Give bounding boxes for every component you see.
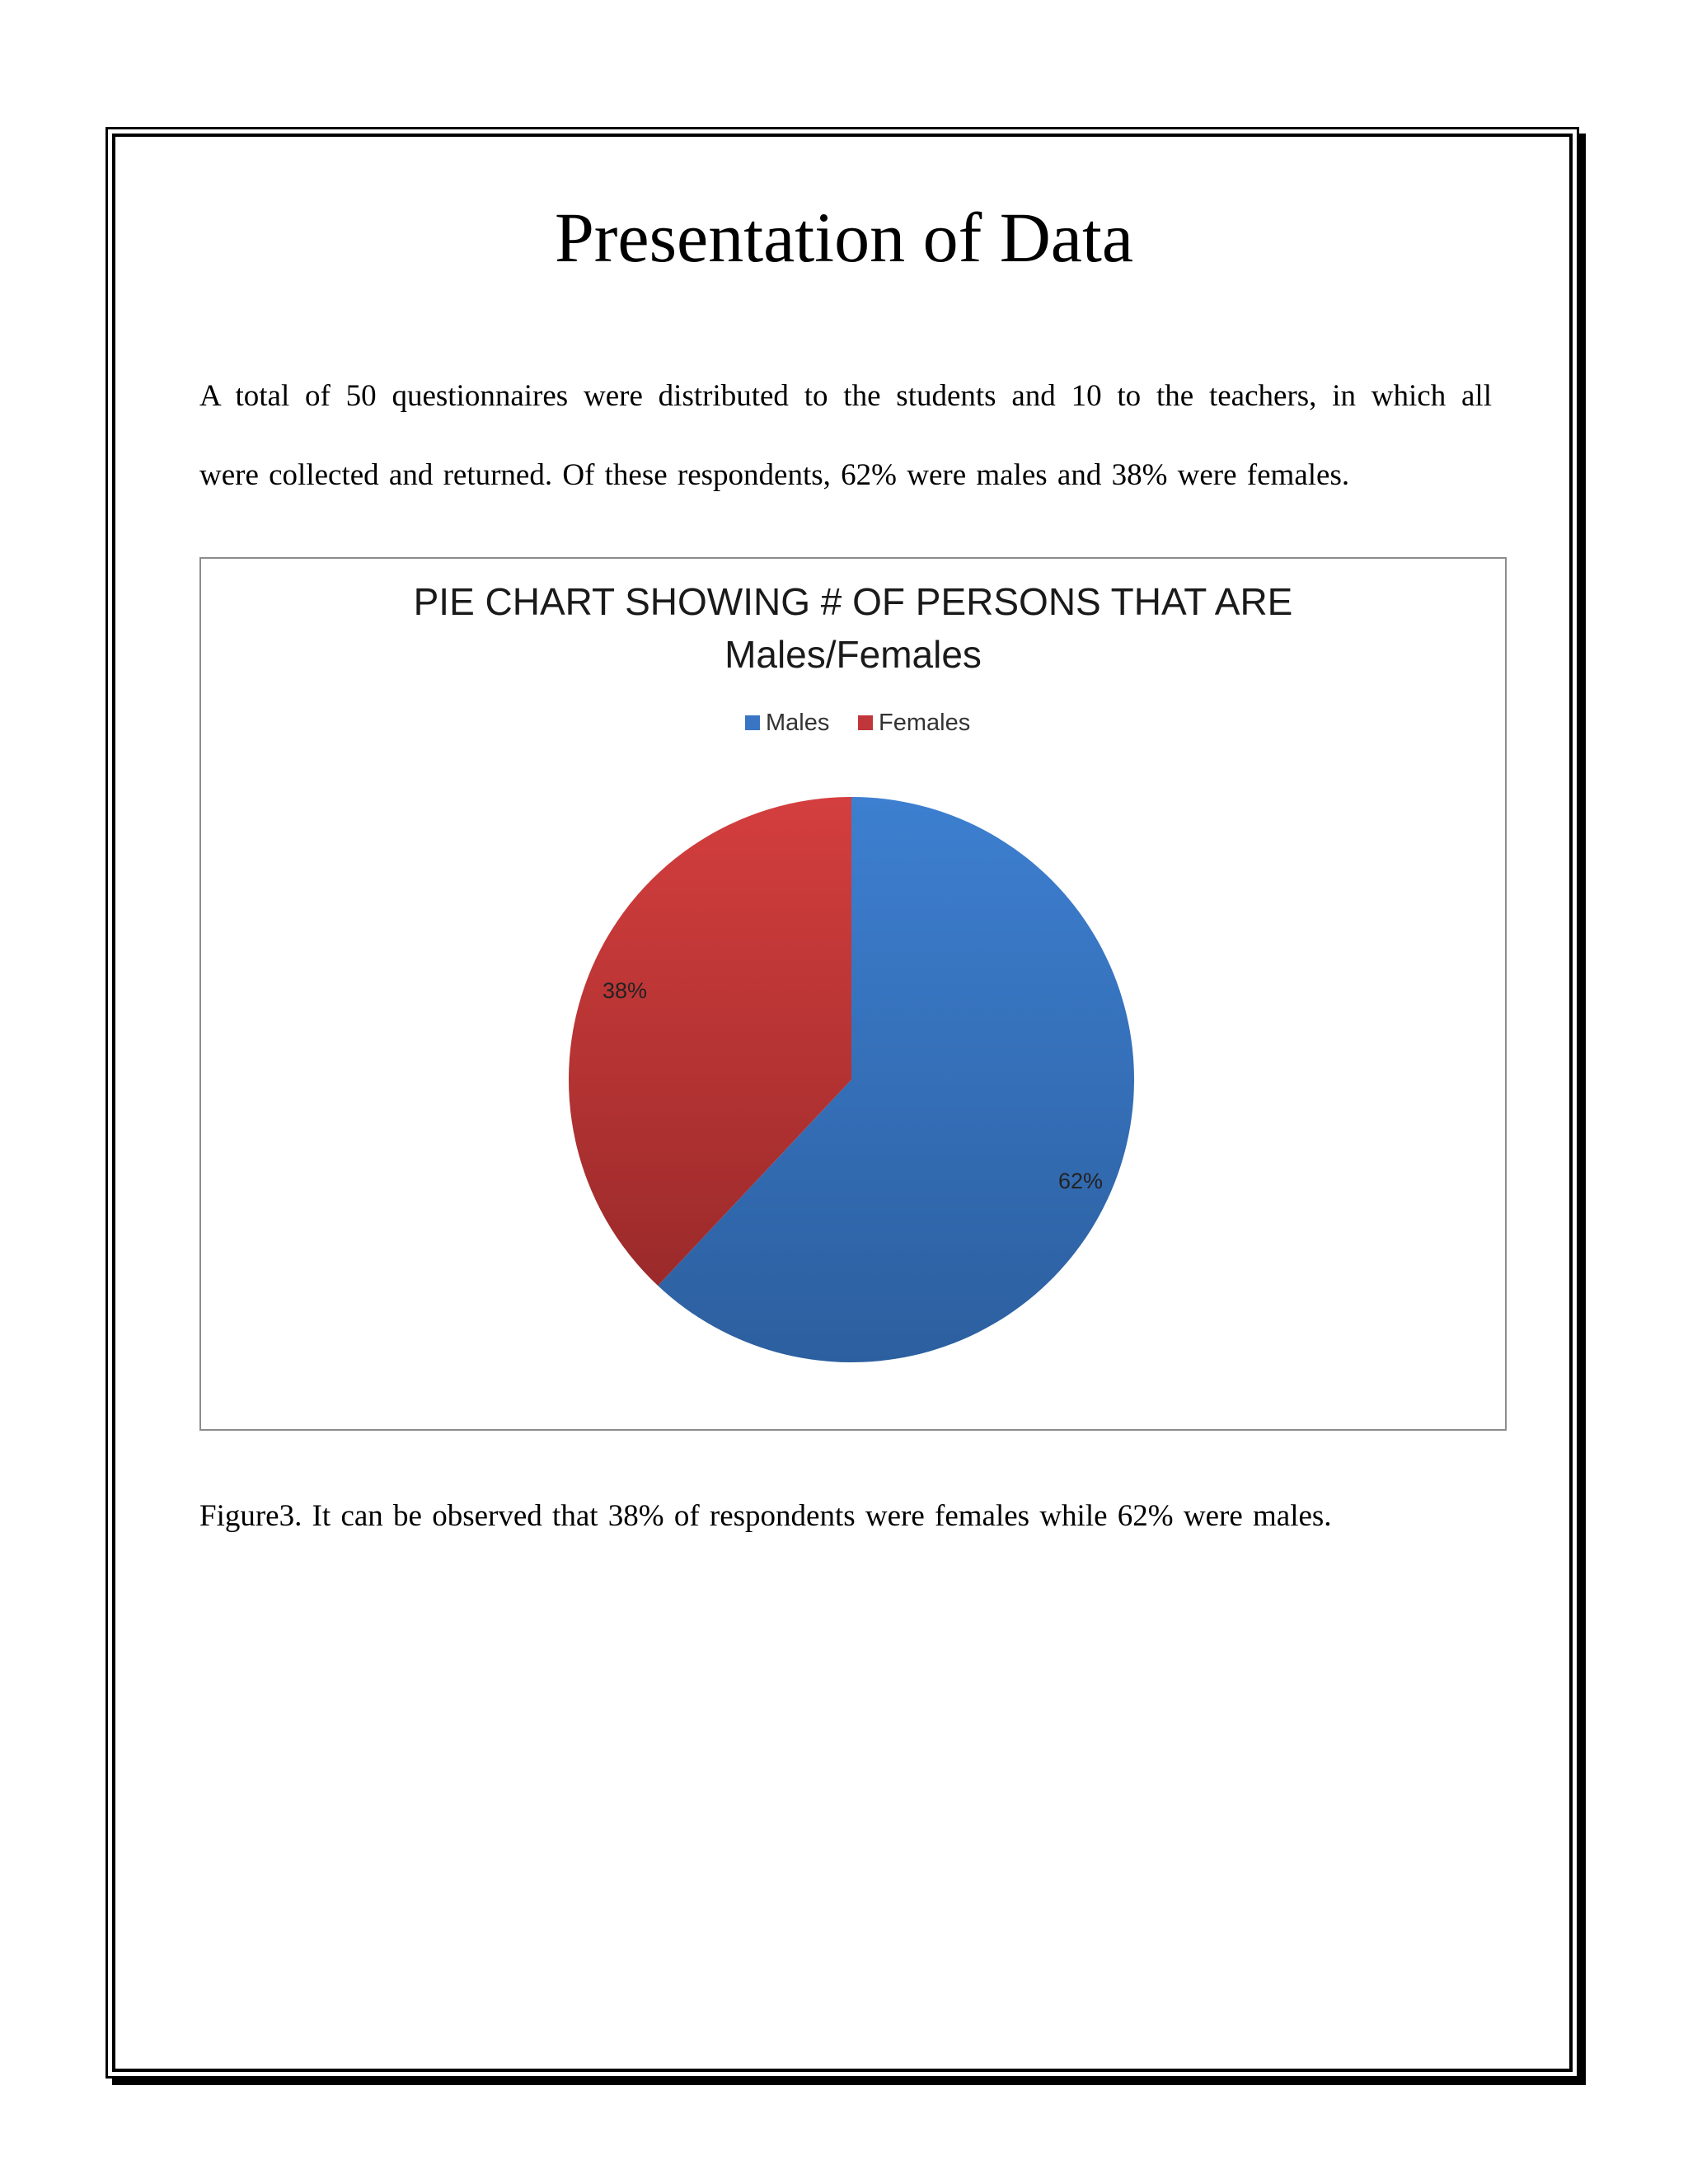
chart-frame [199, 557, 1507, 1431]
legend-swatch-males [745, 715, 760, 730]
intro-paragraph-line-1: A total of 50 questionnaires were distributed to the students and 10 to the teachers, in which all [199, 379, 1492, 413]
slice-label-females: 38% [603, 978, 648, 1003]
chart-title-line-1: PIE CHART SHOWING # OF PERSONS THAT ARE [413, 580, 1293, 623]
chart-title-line-2: Males/Females [724, 633, 982, 676]
legend-label-males: Males [766, 710, 830, 736]
figure-caption: Figure3. It can be observed that 38% of respondents were females while 62% were males. [199, 1499, 1332, 1533]
chart-legend [745, 710, 970, 736]
pie-chart [201, 559, 1505, 1429]
slice-label-males: 62% [1058, 1169, 1104, 1193]
legend-label-females: Females [879, 710, 971, 736]
legend-swatch-females [858, 715, 873, 730]
intro-paragraph-line-2: were collected and returned. Of these respondents, 62% were males and 38% were females. [199, 458, 1350, 492]
page-title: Presentation of Data [554, 198, 1134, 277]
pie-slices [569, 797, 1134, 1362]
